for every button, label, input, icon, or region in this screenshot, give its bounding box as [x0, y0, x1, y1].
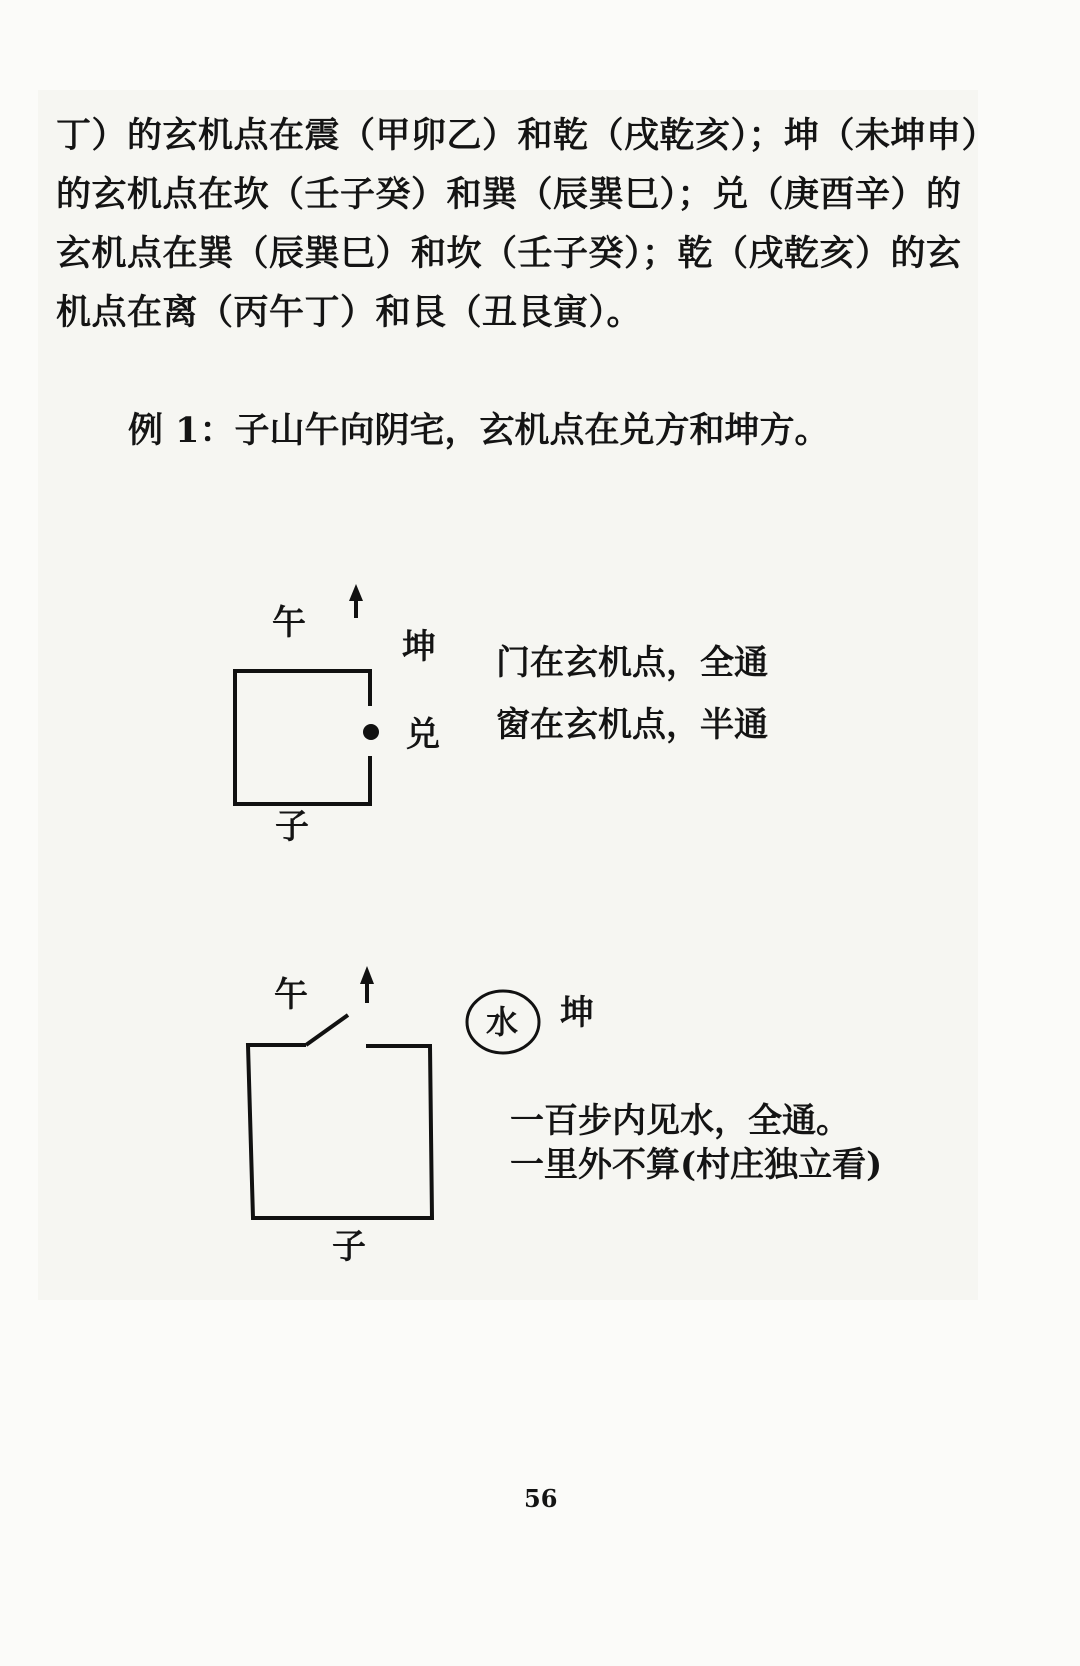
figure2-kun-label: 坤	[560, 993, 594, 1033]
figure1-note: 窗在玄机点，半通	[496, 705, 768, 745]
figure2-note: 一百步内见水，全通。	[510, 1101, 850, 1141]
figure2-bottom-label: 子	[332, 1227, 366, 1267]
figure2-water-label: 水	[486, 1003, 519, 1041]
example-heading: 例 1：子山午向阴宅，玄机点在兑方和坤方。	[128, 410, 830, 451]
figure1-top-label: 午	[272, 603, 306, 643]
figure2-top-label: 午	[274, 975, 308, 1015]
figure1-xuanji-point	[363, 724, 379, 740]
figure1-note: 门在玄机点，全通	[496, 643, 768, 683]
paragraph-line: 机点在离（丙午丁）和艮（丑艮寅）。	[56, 292, 643, 333]
page-number: 56	[524, 1484, 558, 1513]
figure1-kun-label: 坤	[402, 627, 436, 667]
paragraph-line: 玄机点在巽（辰巽巳）和坎（壬子癸）；乾（戌乾亥）的玄	[56, 233, 962, 274]
figure1-arrow-head	[349, 584, 363, 601]
figure1-drawing	[235, 584, 379, 804]
figure1-house-outline	[235, 671, 370, 804]
figure2-house-outline	[248, 1045, 432, 1218]
paragraph-line: 丁）的玄机点在震（甲卯乙）和乾（戌乾亥）；坤（未坤申）	[56, 115, 998, 156]
figure1-dui-label: 兑	[406, 715, 440, 755]
figure2-note: 一里外不算(村庄独立看)	[510, 1145, 883, 1185]
figure2-arrow-head	[360, 966, 374, 984]
paragraph-line: 的玄机点在坎（壬子癸）和巽（辰巽巳）；兑（庚酉辛）的	[56, 174, 962, 215]
figure1-bottom-label: 子	[275, 807, 309, 847]
figure2-open-door	[306, 1015, 348, 1045]
